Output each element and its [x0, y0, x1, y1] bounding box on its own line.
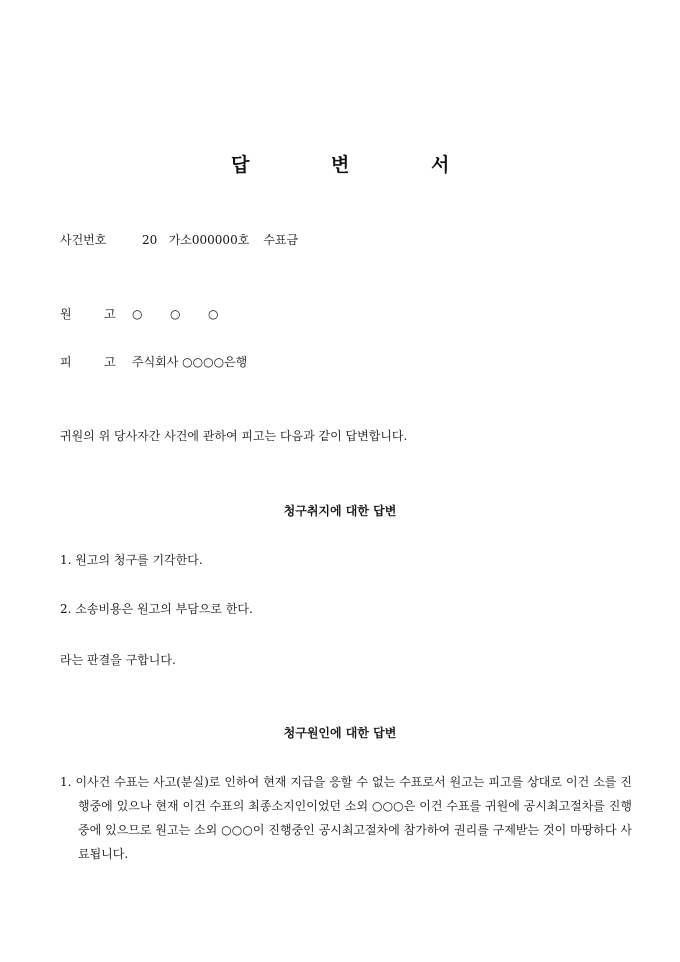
plaintiff-line	[60, 306, 246, 322]
title-char-2: 변	[331, 154, 350, 176]
plaintiff-name-char-1: ○	[132, 307, 143, 321]
defendant-name: 주식회사 ○○○○은행	[132, 355, 248, 369]
claim-purpose-closing: 라는 판결을 구합니다.	[60, 653, 176, 667]
case-number-value: 20 가소000000호	[142, 233, 250, 247]
claim-cause-heading: 청구원인에 대한 답변	[283, 726, 397, 740]
plaintiff-name-char-3: ○	[208, 307, 219, 321]
plaintiff-label-2: 고	[104, 307, 116, 321]
defendant-line	[60, 354, 247, 370]
plaintiff-label-1: 원	[60, 307, 72, 321]
title-char-1: 답	[231, 154, 250, 176]
case-number-line	[60, 232, 298, 248]
claim-purpose-item-2: 2. 소송비용은 원고의 부담으로 한다.	[60, 602, 253, 616]
defendant-label-1: 피	[60, 355, 72, 369]
claim-purpose-item-1: 1. 원고의 청구를 기각한다.	[60, 553, 203, 567]
claim-cause-paragraph-1: 1. 이사건 수표는 사고(분실)로 인하여 현재 지급을 응할 수 없는 수표로서 원고는 피고를 상대로 이건 소를 진행중에 있으나 현재 이건 수표의 최종소지인이었던 소외 ○○○은 이건 수표를 귀원에 공시최고절차를 진행중에 있으므로 원고는 소외 ○○○이 진행중인 공시최고절차에 참가하여 권리를 구제받는 것이 마땅하다 사료됩니다.	[60, 775, 632, 861]
title-char-3: 서	[431, 154, 450, 176]
plaintiff-name	[132, 307, 246, 321]
claim-purpose-heading: 청구취지에 대한 답변	[283, 504, 397, 518]
case-number-label: 사건번호	[60, 233, 107, 247]
defendant-label-2: 고	[104, 355, 116, 369]
document-title	[0, 150, 680, 178]
plaintiff-name-char-2: ○	[170, 307, 181, 321]
case-subject: 수표금	[263, 233, 299, 247]
intro-sentence: 귀원의 위 당사자간 사건에 관하여 피고는 다음과 같이 답변합니다.	[60, 429, 408, 443]
